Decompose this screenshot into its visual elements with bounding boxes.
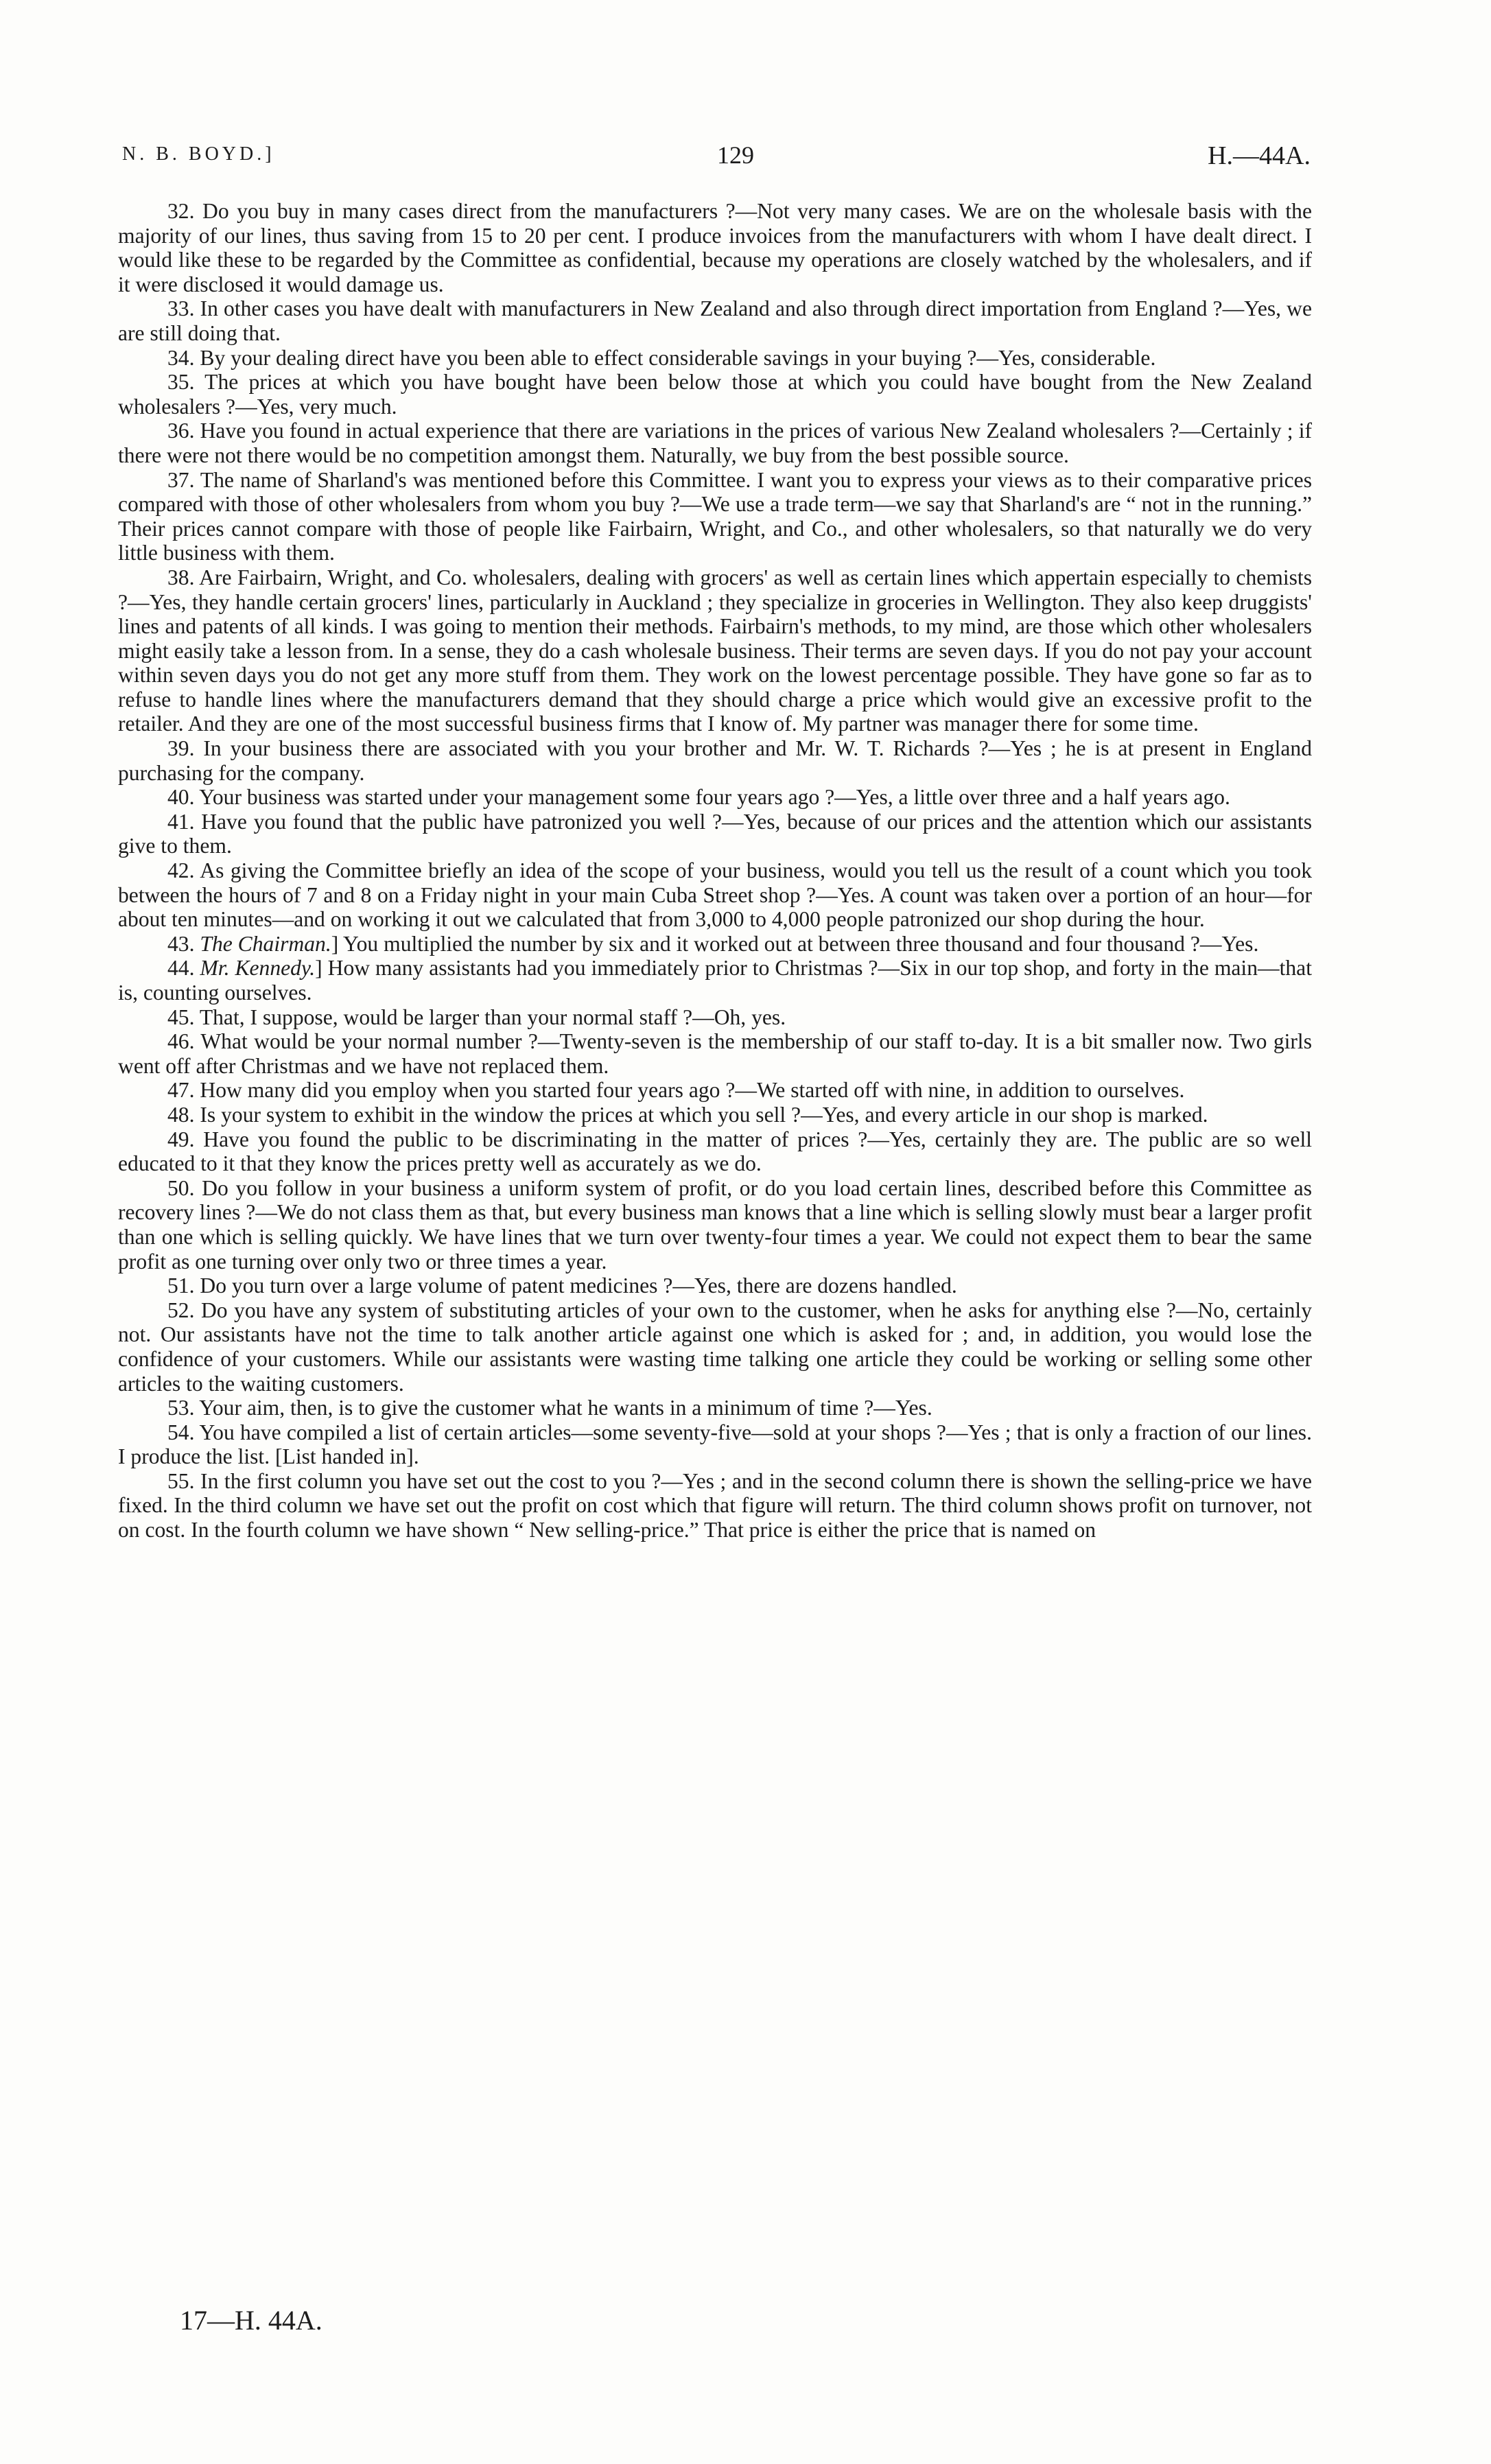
question-number: 43. bbox=[167, 931, 200, 956]
paragraph-q54: 54. You have compiled a list of certain articles—some seventy-five—sold at your shops ?—Yes ; that is only a fraction of our lines. I produce the list. [List handed in]. bbox=[118, 1420, 1312, 1469]
paragraph-q46: 46. What would be your normal number ?—Twenty-seven is the membership of our staff to-day. It is a bit smaller now. Two girls went off after Christmas and we have not replaced them. bbox=[118, 1029, 1312, 1078]
paragraph-q45: 45. That, I suppose, would be larger than your normal staff ?—Oh, yes. bbox=[167, 1005, 786, 1029]
paragraph-text: ] You multiplied the number by six and it worked out at between three thousand and four thousand ?—Yes. bbox=[331, 931, 1259, 956]
question-number: 44. bbox=[167, 956, 200, 981]
paragraph-q35: 35. The prices at which you have bought have been below those at which you could have bought from the New Zealand wholesalers ?—Yes, very much. bbox=[118, 370, 1312, 419]
paragraph-q44 bbox=[118, 956, 1312, 1005]
paragraph-q38: 38. Are Fairbairn, Wright, and Co. wholesalers, dealing with grocers' as well as certain lines which appertain especially to chemists ?—Yes, they handle certain grocers' lines, particularly in Auckland ; they specialize in groceries in Wellington. They also keep druggists' lines and patents of all kinds. I was going to mention their methods. Fairbairn's methods, to my mind, are those which other wholesalers might easily take a lesson from. In a sense, they do a cash wholesale business. Their terms are seven days. If you do not pay your account within seven days you do not get any more stuff from them. They work on the lowest percentage possible. They have gone so far as to refuse to handle lines where the manufacturers demand that they should charge a price which would give an excessive profit to the retailer. And they are one of the most successful business firms that I know of. My partner was manager there for some time. bbox=[118, 565, 1312, 736]
page-header bbox=[118, 141, 1312, 175]
paragraph-q48: 48. Is your system to exhibit in the window the prices at which you sell ?—Yes, and every article in our shop is marked. bbox=[167, 1102, 1208, 1127]
speaker-name: Mr. Kennedy. bbox=[200, 956, 316, 981]
paragraph-q47: 47. How many did you employ when you started four years ago ?—We started off with nine, in addition to ourselves. bbox=[167, 1078, 1185, 1103]
paragraph-q32: 32. Do you buy in many cases direct from the manufacturers ?—Not very many cases. We are on the wholesale basis with the majority of our lines, thus saving from 15 to 20 per cent. I produce invoices from the manufacturers with whom I have dealt direct. I would like these to be regarded by the Committee as confidential, because my operations are closely watched by the wholesalers, and if it were disclosed it would damage us. bbox=[118, 199, 1312, 296]
paragraph-q41: 41. Have you found that the public have patronized you well ?—Yes, because of our prices and the attention which our assistants give to them. bbox=[118, 809, 1312, 858]
paragraph-q34: 34. By your dealing direct have you been able to effect considerable savings in your buying ?—Yes, considerable. bbox=[167, 345, 1156, 370]
document-reference: H.—44A. bbox=[1208, 141, 1311, 170]
paragraph-q53: 53. Your aim, then, is to give the customer what he wants in a minimum of time ?—Yes. bbox=[167, 1396, 932, 1420]
body-text bbox=[118, 199, 1312, 1542]
page-number: 129 bbox=[717, 141, 754, 169]
paragraph-text: ] How many assistants had you immediately prior to Christmas ?—Six in our top shop, and forty in the main—that is, counting ourselves. bbox=[118, 956, 1312, 1005]
paragraph-q49: 49. Have you found the public to be discriminating in the matter of prices ?—Yes, certainly they are. The public are so well educated to it that they know the prices pretty well as accurately as we do. bbox=[118, 1127, 1312, 1176]
signature-mark: 17—H. 44A. bbox=[180, 2305, 322, 2336]
paragraph-q37: 37. The name of Sharland's was mentioned before this Committee. I want you to express your views as to their comparative prices compared with those of other wholesalers from whom you buy ?—We use a trade term—we say that Sharland's are “ not in the running.” Their prices cannot compare with those of people like Fairbairn, Wright, and Co., and other wholesalers, so that naturally we do very little business with them. bbox=[118, 467, 1312, 565]
paragraph-q36: 36. Have you found in actual experience that there are variations in the prices of various New Zealand wholesalers ?—Certainly ; if there were not there would be no competition amongst them. Naturally, we buy from the best possible source. bbox=[118, 419, 1312, 467]
paragraph-q51: 51. Do you turn over a large volume of patent medicines ?—Yes, there are dozens handled. bbox=[167, 1274, 957, 1298]
header-witness-name: N. B. BOYD.] bbox=[122, 143, 275, 165]
speaker-name: The Chairman. bbox=[200, 931, 331, 956]
paragraph-q39: 39. In your business there are associated with you your brother and Mr. W. T. Richards ?—Yes ; he is at present in England purchasing for the company. bbox=[118, 736, 1312, 785]
paragraph-q50: 50. Do you follow in your business a uniform system of profit, or do you load certain lines, described before this Committee as recovery lines ?—We do not class them as that, but every business man knows that a line which is selling slowly must bear a larger profit than one which is selling quickly. We have lines that we turn over twenty-four times a year. We could not expect them to bear the same profit as one turning over only two or three times a year. bbox=[118, 1175, 1312, 1274]
paragraph-q55: 55. In the first column you have set out the cost to you ?—Yes ; and in the second column there is shown the selling-price we have fixed. In the third column we have set out the profit on cost which that figure will return. The third column shows profit on turnover, not on cost. In the fourth column we have shown “ New selling-price.” That price is either the price that is named on bbox=[118, 1468, 1312, 1542]
paragraph-q33: 33. In other cases you have dealt with manufacturers in New Zealand and also through direct importation from England ?—Yes, we are still doing that. bbox=[118, 296, 1312, 345]
paragraph-q40: 40. Your business was started under your management some four years ago ?—Yes, a little over three and a half years ago. bbox=[167, 785, 1230, 810]
paragraph-q52: 52. Do you have any system of substituting articles of your own to the customer, when he asks for anything else ?—No, certainly not. Our assistants have not the time to talk another article against one which is asked for ; and, in addition, you would lose the confidence of your customers. While our assistants were wasting time talking one article they could be working or selling some other articles to the waiting customers. bbox=[118, 1298, 1312, 1396]
paragraph-q42: 42. As giving the Committee briefly an idea of the scope of your business, would you tell us the result of a count which you took between the hours of 7 and 8 on a Friday night in your main Cuba Street shop ?—Yes. A count was taken over a portion of an hour—for about ten minutes—and on working it out we calculated that from 3,000 to 4,000 people patronized our shop during the hour. bbox=[118, 858, 1312, 932]
paragraph-q43 bbox=[118, 932, 1312, 957]
